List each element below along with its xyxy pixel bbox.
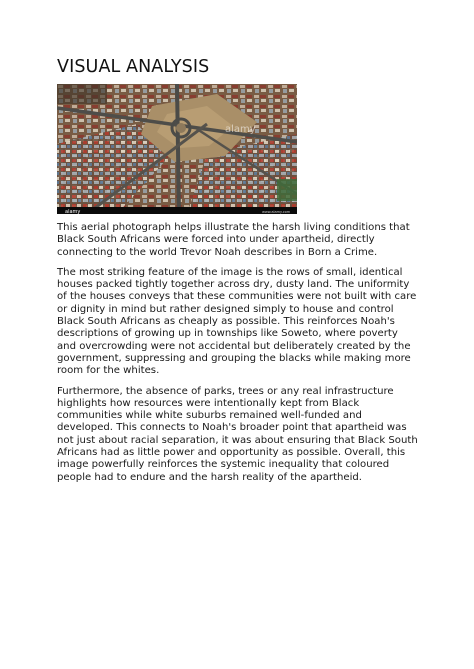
paragraph-intro: This aerial photograph helps illustrate the harsh living conditions that Black South Africans were forced into under apartheid, directly connecting to the world Trevor Noah describes in Born a Crime. [57, 222, 410, 258]
aerial-photograph [57, 84, 297, 214]
page-title: VISUAL ANALYSIS [57, 57, 210, 77]
image-credit-right: www.alamy.com [262, 210, 291, 214]
paragraph-housing: The most striking feature of the image is the rows of small, identical houses packed tightly together across dry, dusty land. The uniformity of the houses conveys that these communities were not built with care or dignity in mind but rather designed simply to house and control Black South Africans as cheaply as possible. This reinforces Noah's descriptions of growing up in townships like Soweto, where poverty and overcrowding were not accidental but deliberately created by the government, suppressing and grouping the blacks while making more room for the whites. [57, 266, 417, 377]
image-credit-left: alamy [65, 209, 81, 214]
analysis-body [57, 222, 419, 492]
township-aerial-image [57, 84, 297, 214]
watermark-text: alamy [225, 124, 256, 135]
paragraph-infrastructure: Furthermore, the absence of parks, trees or any real infrastructure highlights how resources were intentionally kept from Black communities while white suburbs remained well-funded and developed. This connects to Noah's broader point that apartheid was not just about racial separation, it was about ensuring that Black South Africans had as little power and opportunity as possible. Overall, this image powerfully reinforces the systemic inequality that coloured people had to endure and the harsh reality of the apartheid. [57, 385, 418, 483]
